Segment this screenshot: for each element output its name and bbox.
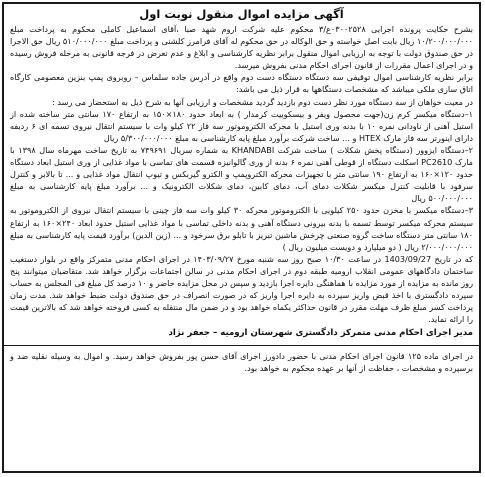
notice-intro: بشرح حکایت پرونده اجرایی ۰۳۰۰۲۵۲۸ع/۳ محکوم علیه شرکت اروم شهد صبا ،آقای اسماعیل کاملی محکوم به پرداخت مبلغ ۱۰/۲۰۰/۰۰۰/۰۰۰ ریال بابت اصل خواسته و حق الوکاله در حق محکوم له آقای فرامرز کلشنی و پرداخت مبلغ ۵۱۰/۰۰۰/۰۰۰ ریال حق الاجرا در حق صندوق دولت با توجه به ارزیابی اموال منقول برابر نظریه کارشناسی و ابلاغ و عدم تعرض در فرجه قانونی به مرحله فروش رسیده و در اجرای اعمال مقررات از قانون اجرای احکام مدنی بفروش میرسد. [10, 24, 473, 71]
signature-line: مدیر اجرای احکام مدنی متمرکز دادگستری شهرستان ارومیه – جعفر نژاد [168, 328, 473, 339]
footer-note: در اجرای ماده ۱۲۵ قانون اجرای احکام مدنی با حضور دادورز اجرای آقای حسن پور بفروش خواهد رسید. و اموال به وسیله نقلیه ضد و برسپرده و مشخصات ، حفاظت از آنها بر عهده محکوم به خواهد بود. [10, 350, 473, 373]
inspection-statement: در معیت خواهان از سه دستگاه مورد نظر دست دوم بازدید گردید مشخصات و ارزیابی آنها به شرح ذیل به استحضار می رسد : [52, 96, 473, 107]
expert-opinion: برابر نظریه کارشناسی اموال توقیفی سه دستگاه دستگاه دست دوم واقع در آدرس جاده سلماس – روبروی پمپ بنزین معصومی کارگاه اتاق سازی ملکی میباشد که مشخصات دستگاهها به قرار ذیل می باشد: [10, 72, 473, 95]
section-divider [4, 345, 479, 346]
auction-terms: که در تاریخ 1403/09/27 در ساعت ۱۰/۳۰ صبح روز سه شنبه مورخ ۱۴۰۳/۰۹/۲۷ در اجرای احکام مدنی متمرکز واقع در بلوار دستغیب ساختمان دادگاههای عمومی انقلاب ارومیه طبقه دوم در اجرای احکام مدنی در سالن اجتماعات برگزار خواهد شد. متقاضیان میتوانند پنج روز مانده به مزایده از مورد مزایده با هماهنگی دایره اجرا بازدید و سپس در محل مزایده حاضر و ۱۰ درصد کل مبلغ فی المجلس به حساب سپرده دادگستری با اخذ قبض واریز سپرده به دایره اجرا واریز که در صورت انصراف در حق صندوق دولت ضبط خواهد شد. مدت زمان پرداخت کسر مبلغ ظرف مهلت مقرر در قانون حداکثر یکماه خواهد بود و در ضمن مال منتقله به کسی فروخته خواهد شد که بالاترین قیمت را ارائه نماید. [10, 253, 473, 325]
auction-notice [2, 2, 481, 473]
notice-title: آگهی مزایده اموال منقول نوبت اول [139, 7, 344, 21]
item-2-isover-machine: ۲–دستگاه ایزوور (دستگاه پخش شکلات ) ساخت شرکت KHANDABI به شماره سریال ۷۴۹۶۹۱ به تاریخ ساخت مهرماه سال ۱۳۹۸ با مارک PC2610 اسکلت دستگاه از قوطی آهنی نمره ۶ بدنه از وری گالوانیزه قسمت های تماسی با مواد غذایی از وری استیل ابعاد دستگاه حدود ۱۲۰×۱۶۰ به ارتفاع ۱۹۰ سانتی متر با تجهیزات محرکه الکتروپمپ و الکترو گیربکس و تیوپ انتقال مواد غذایی و ... تا بالابر و کنترل سرفود با قابلیت کنترل میکسر شکلات دمای آب، دمای کابین، دمای شکلات الکترونیک و ... برآورد مبلغ پایه کارشناسی به مبلغ ۵۰۰/۰۰۰/۰۰۰ ریال [10, 144, 474, 204]
item-1-cream-mixer: ۱–دستگاه میکسر کرم زن(جهت محصول ویفر و بیسکوییت کرمدار ) به ابعاد حدود ۱۸۰×۱۵۰ به ارتفاع ۱۷۰ سانتی متر ساخته شده از استیل آهنی از ناودانی نمره ۱۰ با بدنه وری استیل با محرکه الکتروموتور سه فاز ۲۲ کیلو وات با سیستم انتقال نیروی تسمه ای ۶ ردیفه دارای اینورتر سه فاز مارک HTEX و ... ساخت شرکت برآورد مبلغ پایه کارشناسی به مبلغ ۵/۳۰۰/۰۰۰/۰۰۰ ریال [10, 108, 474, 143]
item-3-tank-mixer: ۳–دستگاه میکسر با مخزن حدود ۲۵۰ کیلویی با الکتروموتور محرکه ۳۰ کیلو وات سه فاز چینی با سیستم انتقال نیروی از الکتروموتور به سیستم محرکه میکسر توسط تسمه با بدنه بیرونی دستگاه آهنی و بدنه داخلی تماسی با مواد غذایی استیل حدود ابعاد ۲۴۰×۱۶۰ به ارتفاع ۱۸۰ سانتی متر دستگاه ساخت گروه صنعتی چرخش ماشین تبریز با تابلو برق سرخود و ... (زین الدین) برآورد قیمت پایه کارشناسی به مبلغ ۲/۰۰۰/۰۰۰/۰۰۰ ریال ( دو میلیارد و دویست میلیون ریال ) [10, 205, 474, 252]
